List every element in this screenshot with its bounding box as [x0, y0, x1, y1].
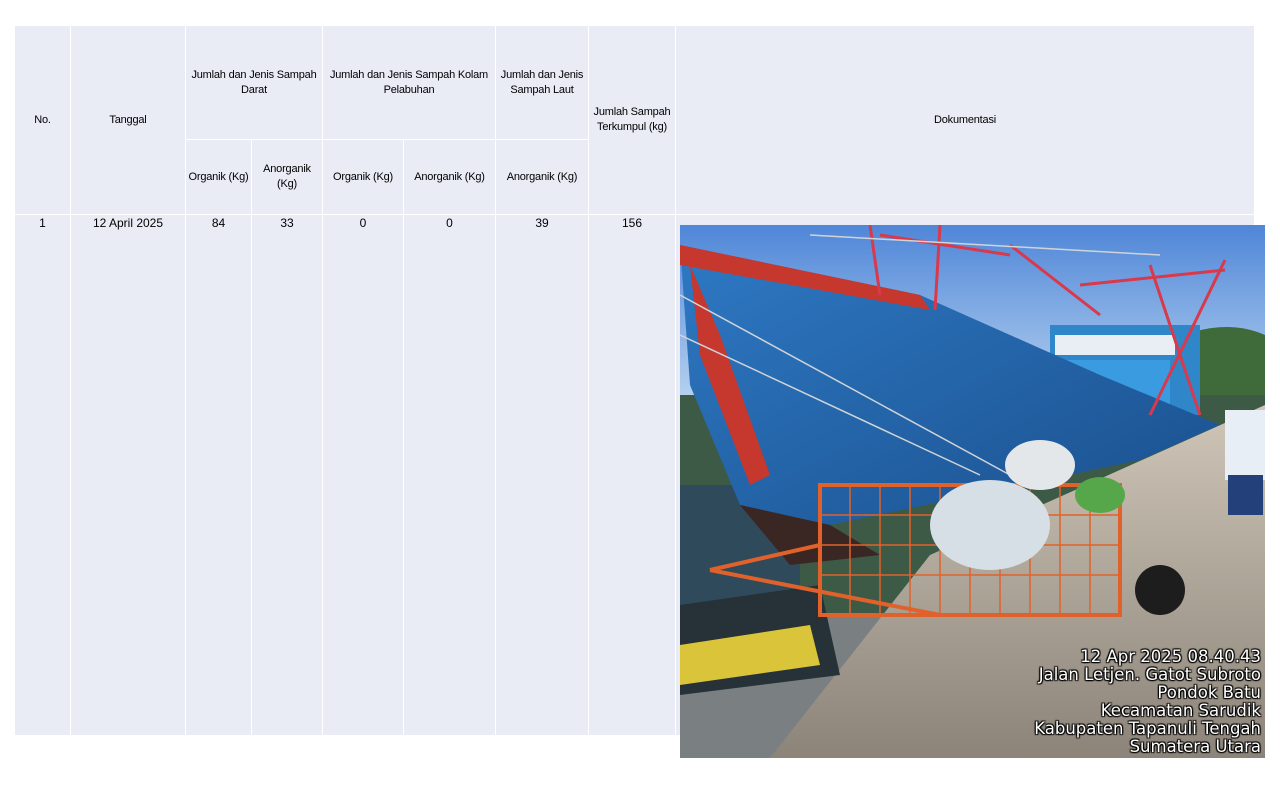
cell-tanggal: 12 April 2025 — [71, 215, 185, 735]
header-darat-anorganik: Anorganik (Kg) — [252, 140, 322, 214]
cell-kolam-anorganik: 0 — [404, 215, 495, 735]
header-sampah-laut: Jumlah dan Jenis Sampah Laut — [496, 26, 588, 139]
cell-no: 1 — [15, 215, 70, 735]
stamp-line: Kecamatan Sarudik — [1100, 701, 1261, 720]
stamp-line: Kabupaten Tapanuli Tengah — [1034, 719, 1261, 738]
stamp-line: Sumatera Utara — [1129, 737, 1261, 756]
header-darat-organik: Organik (Kg) — [186, 140, 251, 214]
cell-laut-anorganik: 39 — [496, 215, 588, 735]
stamp-line: 12 Apr 2025 08.40.43 — [1080, 647, 1261, 666]
header-laut-anorganik: Anorganik (Kg) — [496, 140, 588, 214]
cell-darat-organik: 84 — [186, 215, 251, 735]
stamp-line: Jalan Letjen. Gatot Subroto — [1038, 665, 1261, 684]
header-sampah-kolam: Jumlah dan Jenis Sampah Kolam Pelabuhan — [323, 26, 495, 139]
cell-kolam-organik: 0 — [323, 215, 403, 735]
cell-darat-anorganik: 33 — [252, 215, 322, 735]
photo-geotag-stamp — [1034, 648, 1261, 756]
stamp-line: Pondok Batu — [1157, 683, 1261, 702]
cell-total: 156 — [589, 215, 675, 735]
documentation-photo — [680, 225, 1265, 758]
header-no: No. — [15, 26, 70, 214]
header-sampah-darat: Jumlah dan Jenis Sampah Darat — [186, 26, 322, 139]
header-kolam-anorganik: Anorganik (Kg) — [404, 140, 495, 214]
header-jumlah-terkumpul: Jumlah Sampah Terkumpul (kg) — [589, 26, 675, 214]
header-kolam-organik: Organik (Kg) — [323, 140, 403, 214]
header-dokumentasi: Dokumentasi — [676, 26, 1254, 214]
header-tanggal: Tanggal — [71, 26, 185, 214]
